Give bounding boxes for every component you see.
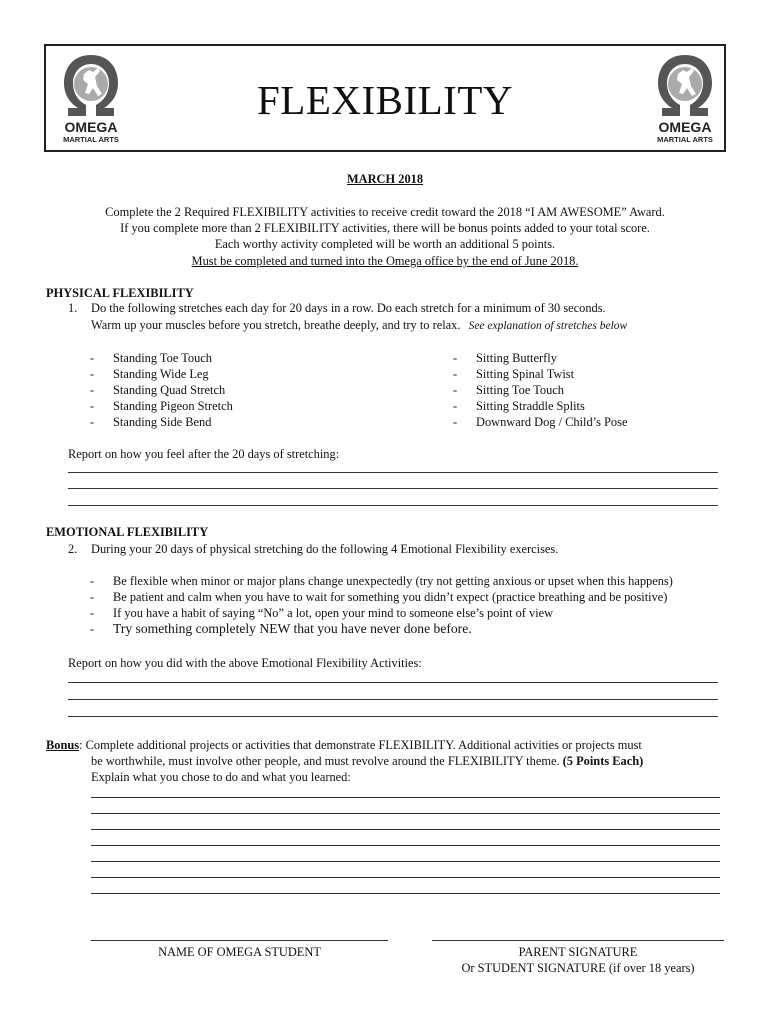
list-item: Downward Dog / Child’s Pose	[476, 415, 628, 429]
bonus-text-2: be worthwhile, must involve other people, and must revolve around the FLEXIBILITY theme.	[91, 754, 560, 768]
emotional-instruction: During your 20 days of physical stretching do the following 4 Emotional Flexibility exercises.	[91, 542, 559, 556]
logo-brand-text: OMEGA	[64, 119, 118, 135]
right-stretch-dashes	[453, 350, 457, 430]
physical-report-line-2[interactable]	[68, 488, 718, 489]
bonus-answer-line-6[interactable]	[91, 877, 720, 878]
bonus-answer-line-3[interactable]	[91, 829, 720, 830]
emotional-number: 2.	[68, 542, 78, 556]
logo-subtitle-text: MARTIAL ARTS	[63, 135, 119, 144]
emotional-dashes	[90, 573, 94, 637]
logo-brand-text: OMEGA	[658, 119, 712, 135]
physical-number: 1.	[68, 301, 78, 315]
list-dash: -	[90, 622, 95, 636]
list-dash: -	[90, 399, 95, 413]
sitting-stretch-list	[476, 350, 627, 430]
omega-logo-right	[650, 50, 720, 146]
list-item: Be patient and calm when you have to wait for something you didn’t expect (practice breathing and be positive)	[113, 590, 668, 604]
physical-report-line-3[interactable]	[68, 505, 718, 506]
list-dash: -	[453, 383, 458, 397]
standing-stretch-list	[113, 350, 233, 430]
stretch-note: See explanation of stretches below	[468, 320, 628, 332]
list-item: Sitting Toe Touch	[476, 383, 564, 397]
list-dash: -	[453, 367, 458, 381]
parent-signature-label: PARENT SIGNATURE	[518, 945, 638, 959]
list-item: Standing Quad Stretch	[113, 383, 226, 397]
student-signature-alt-label: Or STUDENT SIGNATURE (if over 18 years)	[461, 961, 695, 975]
page-title: FLEXIBILITY	[256, 77, 513, 123]
list-dash: -	[90, 590, 95, 604]
physical-instruction-2-text: Warm up your muscles before you stretch, breathe deeply, and try to relax.	[91, 318, 461, 332]
list-item: If you have a habit of saying “No” a lot, open your mind to someone else’s point of view	[113, 606, 554, 620]
list-item: Sitting Straddle Splits	[476, 399, 585, 413]
bonus-line-1	[46, 738, 642, 753]
left-stretch-dashes	[90, 350, 94, 430]
list-item: Sitting Butterfly	[476, 351, 557, 365]
emotional-exercise-list	[113, 573, 673, 637]
list-dash: -	[453, 399, 458, 413]
bonus-answer-line-1[interactable]	[91, 797, 720, 798]
header-box	[44, 44, 726, 152]
bonus-answer-line-7[interactable]	[91, 893, 720, 894]
bonus-answer-line-2[interactable]	[91, 813, 720, 814]
physical-instruction-1: Do the following stretches each day for 20 days in a row. Do each stretch for a minimum of 30 seconds.	[91, 301, 606, 315]
physical-report-line-1[interactable]	[68, 472, 718, 473]
list-dash: -	[90, 383, 95, 397]
emotional-report-prompt: Report on how you did with the above Emotional Flexibility Activities:	[68, 656, 422, 670]
bonus-text-1: Complete additional projects or activities that demonstrate FLEXIBILITY. Additional activities or projects must	[85, 738, 642, 752]
list-item: Try something completely NEW that you have never done before.	[113, 621, 472, 636]
list-dash: -	[453, 415, 458, 429]
bonus-answer-line-4[interactable]	[91, 845, 720, 846]
logo-subtitle-text: MARTIAL ARTS	[657, 135, 713, 144]
list-item: Sitting Spinal Twist	[476, 367, 575, 381]
omega-logo-icon	[650, 50, 720, 120]
bonus-answer-line-5[interactable]	[91, 861, 720, 862]
list-item: Standing Side Bend	[113, 415, 212, 429]
bonus-label: Bonus	[46, 738, 80, 752]
physical-heading: PHYSICAL FLEXIBILITY	[46, 286, 194, 300]
emotional-report-line-1[interactable]	[68, 682, 718, 683]
list-dash: -	[90, 606, 95, 620]
intro-line-4-deadline: Must be completed and turned into the Omega office by the end of June 2018.	[191, 254, 579, 268]
bonus-colon: :	[79, 738, 83, 752]
student-name-line[interactable]	[91, 940, 388, 941]
student-name-label: NAME OF OMEGA STUDENT	[158, 945, 321, 959]
emotional-report-line-3[interactable]	[68, 716, 718, 717]
list-item: Standing Toe Touch	[113, 351, 212, 365]
physical-report-prompt: Report on how you feel after the 20 days of stretching:	[68, 447, 340, 461]
emotional-report-line-2[interactable]	[68, 699, 718, 700]
list-item: Standing Wide Leg	[113, 367, 209, 381]
list-dash: -	[453, 351, 458, 365]
parent-signature-line[interactable]	[432, 940, 724, 941]
bonus-line-3: Explain what you chose to do and what you learned:	[91, 770, 351, 784]
bonus-points: (5 Points Each)	[562, 754, 644, 768]
list-item: Standing Pigeon Stretch	[113, 399, 233, 413]
date-heading: MARCH 2018	[346, 172, 424, 186]
list-item: Be flexible when minor or major plans change unexpectedly (try not getting anxious or upset when this happens)	[113, 574, 673, 588]
emotional-heading: EMOTIONAL FLEXIBILITY	[46, 525, 209, 539]
physical-instruction-2	[91, 318, 627, 333]
list-dash: -	[90, 351, 95, 365]
intro-line-3: Each worthy activity completed will be worth an additional 5 points.	[214, 237, 556, 251]
list-dash: -	[90, 367, 95, 381]
bonus-line-2	[91, 754, 643, 769]
list-dash: -	[90, 574, 95, 588]
intro-line-2: If you complete more than 2 FLEXIBILITY activities, there will be bonus points added to your total score.	[120, 221, 650, 235]
list-dash: -	[90, 415, 95, 429]
intro-line-1: Complete the 2 Required FLEXIBILITY activities to receive credit toward the 2018 “I AM AWESOME” Award.	[105, 205, 665, 219]
